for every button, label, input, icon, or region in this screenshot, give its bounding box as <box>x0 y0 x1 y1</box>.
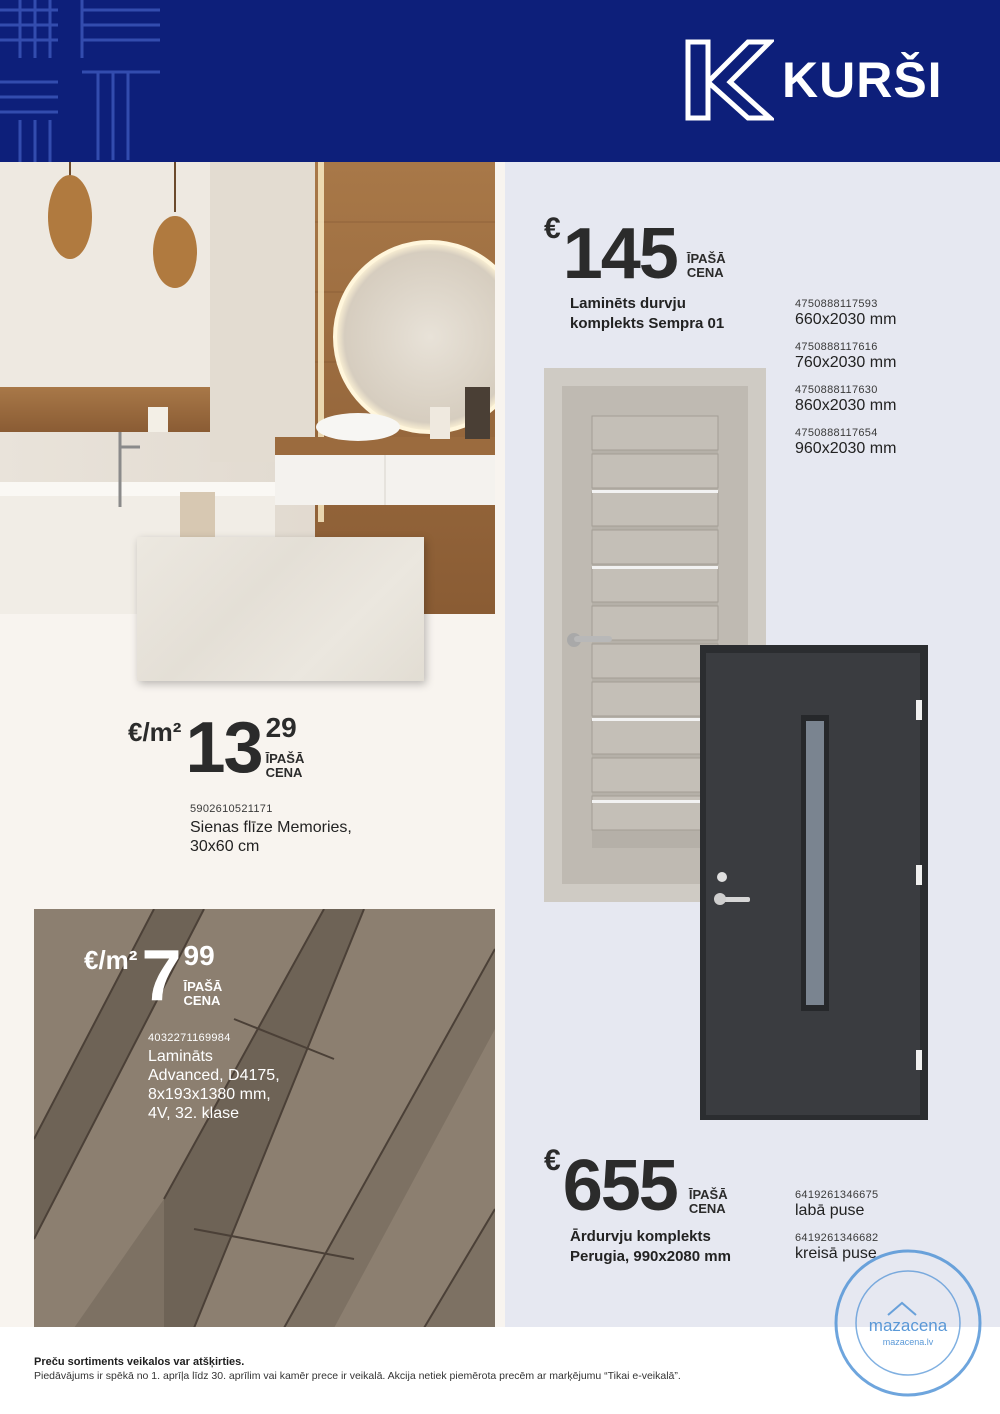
variant-size: 760x2030 mm <box>795 354 897 371</box>
laminate-price-int: 7 <box>141 936 180 1016</box>
tile-name-line1: Sienas flīze Memories, <box>190 819 352 836</box>
tile-sample-image <box>137 537 424 681</box>
brand-pattern-graphic <box>0 0 165 162</box>
laminate-price-cents: 99 <box>183 940 215 971</box>
variant-code: 4750888117654 <box>795 427 878 439</box>
laminate-product-code: 4032271169984 <box>148 1032 231 1044</box>
brand-name: KURŠI <box>782 52 943 108</box>
tile-price <box>128 708 305 788</box>
header-bar <box>0 0 1000 162</box>
tile-tag-line1: ĪPAŠĀ <box>265 751 305 766</box>
tile-price-cents: 29 <box>265 712 297 743</box>
variant-code: 6419261346675 <box>795 1189 879 1201</box>
exterior-door-price-value: 655 <box>562 1146 677 1226</box>
interior-door-price-value: 145 <box>562 214 677 294</box>
exterior-door-image <box>700 645 930 1120</box>
variant-side: kreisā puse <box>795 1245 877 1262</box>
interior-door-variant <box>795 384 896 427</box>
exterior-door-tag-line1: ĪPAŠĀ <box>688 1187 728 1202</box>
mazacena-watermark-stamp <box>830 1245 986 1401</box>
laminate-name-line2: Advanced, D4175, <box>148 1067 280 1084</box>
variant-size: 960x2030 mm <box>795 440 897 457</box>
interior-door-variant-list <box>795 298 896 470</box>
kursi-logo[interactable] <box>684 38 943 122</box>
interior-door-variant <box>795 341 896 384</box>
variant-code: 4750888117630 <box>795 384 878 396</box>
tile-product-code: 5902610521171 <box>190 803 273 815</box>
stamp-brand: mazacena <box>868 1316 948 1335</box>
variant-code: 6419261346682 <box>795 1232 879 1244</box>
interior-door-name-line1: Laminēts durvju <box>570 295 686 312</box>
interior-door-name-line2: komplekts Sempra 01 <box>570 315 725 332</box>
interior-door-tag-line1: ĪPAŠĀ <box>686 251 726 266</box>
kursi-k-icon <box>684 38 774 122</box>
tile-tag-line2: CENA <box>265 765 303 780</box>
exterior-door-currency: € <box>544 1144 561 1177</box>
footer-disclaimer-text: Piedāvājums ir spēkā no 1. aprīļa līdz 30. aprīlim vai kamēr prece ir veikalā. Akcija netiek piemērota precēm ar marķējumu “Tikai e-veikalā”. <box>34 1370 681 1382</box>
stamp-site: mazacena.lv <box>882 1337 934 1347</box>
laminate-name-line1: Lamināts <box>148 1048 213 1065</box>
exterior-door-price <box>544 1144 728 1226</box>
laminate-tag-line2: CENA <box>183 993 221 1008</box>
interior-door-currency: € <box>544 212 561 245</box>
interior-door-variant <box>795 427 896 470</box>
footer-disclaimer-title: Preču sortiments veikalos var atšķirties. <box>34 1356 245 1368</box>
variant-size: 660x2030 mm <box>795 311 897 328</box>
exterior-door-name-line1: Ārdurvju komplekts <box>570 1228 711 1245</box>
laminate-currency: €/m² <box>84 945 138 975</box>
laminate-tag-line1: ĪPAŠĀ <box>183 979 223 994</box>
interior-door-variant <box>795 298 896 341</box>
tile-name-line2: 30x60 cm <box>190 838 260 855</box>
variant-code: 4750888117593 <box>795 298 878 310</box>
variant-side: labā puse <box>795 1202 865 1219</box>
variant-size: 860x2030 mm <box>795 397 897 414</box>
laminate-name-line3: 8x193x1380 mm, <box>148 1086 271 1103</box>
laminate-price <box>84 936 223 1016</box>
variant-code: 4750888117616 <box>795 341 878 353</box>
laminate-name-line4: 4V, 32. klase <box>148 1105 240 1122</box>
exterior-door-tag-line2: CENA <box>688 1201 726 1216</box>
exterior-door-name-line2: Perugia, 990x2080 mm <box>570 1248 731 1265</box>
tile-currency: €/m² <box>128 717 182 747</box>
tile-price-int: 13 <box>185 708 262 788</box>
interior-door-price <box>544 212 726 294</box>
exterior-door-variant <box>795 1189 878 1232</box>
interior-door-tag-line2: CENA <box>686 265 724 280</box>
